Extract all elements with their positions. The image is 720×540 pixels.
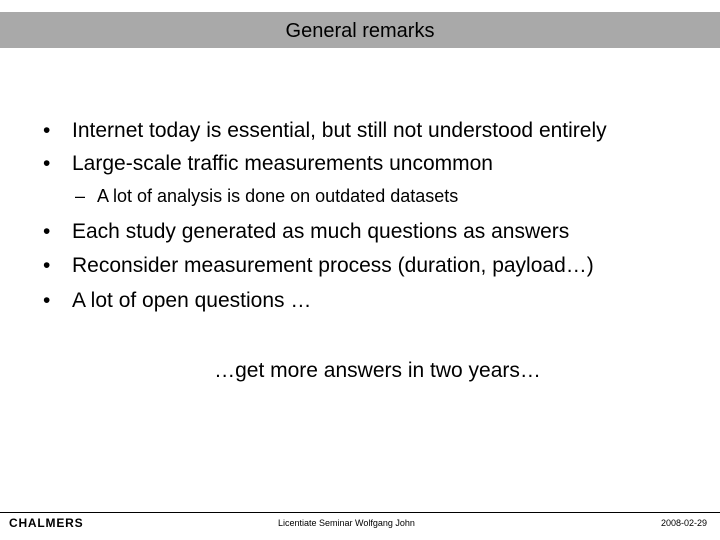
sub-bullet-text: A lot of analysis is done on outdated datasets bbox=[97, 186, 459, 206]
bullet-text: Reconsider measurement process (duration, payload…) bbox=[72, 254, 594, 277]
footer-presenter: Licentiate Seminar Wolfgang John bbox=[278, 518, 415, 528]
sub-bullet-item bbox=[75, 185, 458, 207]
bullet-item bbox=[43, 253, 594, 279]
bullet-text: A lot of open questions … bbox=[72, 289, 312, 312]
slide-title: General remarks bbox=[285, 20, 435, 42]
bullet-marker: • bbox=[43, 289, 51, 312]
closing-remark: …get more answers in two years… bbox=[214, 359, 541, 382]
chalmers-logo: CHALMERS bbox=[9, 516, 84, 530]
footer-divider bbox=[0, 512, 720, 513]
bullet-item bbox=[43, 151, 493, 177]
bullet-item bbox=[43, 118, 607, 144]
bullet-text: Large-scale traffic measurements uncommon bbox=[72, 152, 493, 175]
bullet-marker: • bbox=[43, 152, 51, 175]
bullet-marker: • bbox=[43, 119, 51, 142]
bullet-item bbox=[43, 288, 311, 314]
bullet-text: Internet today is essential, but still not understood entirely bbox=[72, 119, 607, 142]
footer-date: 2008-02-29 bbox=[660, 518, 707, 528]
bullet-item bbox=[43, 219, 569, 245]
sub-bullet-marker: – bbox=[75, 186, 86, 206]
bullet-text: Each study generated as much questions as answers bbox=[72, 220, 570, 243]
bullet-marker: • bbox=[43, 254, 51, 277]
bullet-marker: • bbox=[43, 220, 51, 243]
